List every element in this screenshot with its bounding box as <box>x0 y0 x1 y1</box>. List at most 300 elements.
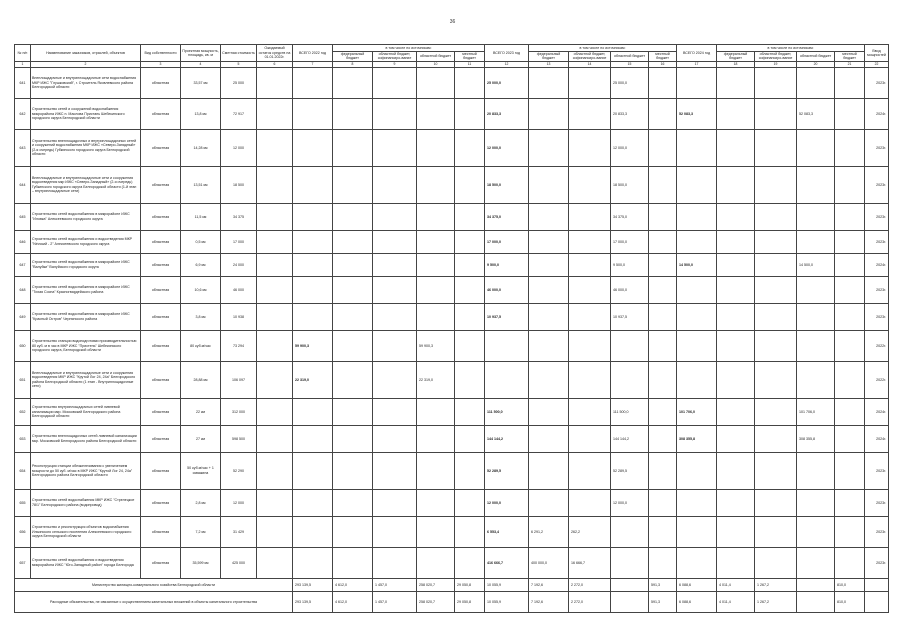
amount-cell <box>257 276 293 303</box>
row-number-cell: 647 <box>15 253 31 276</box>
amount-cell: 52 083,3 <box>677 98 717 129</box>
totals-amount-cell: 6 088,6 <box>677 591 717 612</box>
amount-cell <box>755 489 797 516</box>
commissioning-year-cell: 2023г. <box>865 129 889 166</box>
cost-cell: 17 000 <box>221 230 257 253</box>
amount-cell <box>835 398 865 425</box>
amount-cell: 101 706,0 <box>677 398 717 425</box>
column-number: 3 <box>141 61 181 67</box>
amount-cell <box>417 253 455 276</box>
commissioning-year-cell: 2023г. <box>865 230 889 253</box>
amount-cell <box>373 452 417 489</box>
header-capacity: Проектная мощность, площадь, кв. м <box>181 45 221 62</box>
cost-cell: 598 500 <box>221 425 257 452</box>
row-number-cell: 643 <box>15 129 31 166</box>
totals-row <box>15 578 889 591</box>
amount-cell <box>835 452 865 489</box>
amount-cell <box>417 303 455 330</box>
amount-cell <box>455 230 485 253</box>
header-total-2024: ВСЕГО 2024 год <box>677 45 717 62</box>
amount-cell <box>333 129 373 166</box>
table-row <box>15 253 889 276</box>
amount-cell <box>417 203 455 230</box>
amount-cell <box>755 98 797 129</box>
header-name: Наименование заказчиков, отраслей, объектов <box>31 45 141 62</box>
amount-cell <box>257 166 293 203</box>
amount-cell <box>455 129 485 166</box>
amount-cell <box>373 230 417 253</box>
amount-cell: 10 937,5 <box>611 303 649 330</box>
cost-cell: 10 938 <box>221 303 257 330</box>
header-cost: Сметная стоимость <box>221 45 257 62</box>
amount-cell <box>755 166 797 203</box>
amount-cell <box>835 253 865 276</box>
amount-cell <box>649 547 677 578</box>
amount-cell: 12 000,0 <box>611 489 649 516</box>
capacity-cell: 22 км <box>181 398 221 425</box>
amount-cell <box>569 129 611 166</box>
amount-cell <box>293 129 333 166</box>
amount-cell <box>755 452 797 489</box>
amount-cell <box>677 67 717 98</box>
cost-cell: 12 000 <box>221 489 257 516</box>
table-row <box>15 67 889 98</box>
amount-cell <box>755 330 797 361</box>
amount-cell <box>611 330 649 361</box>
object-name-cell: Внеплощадочные и внутриплощадочные сети и сооружения водоотведения мкр ИЖС «Северо-Западный» (2-я очередь) Губкинского городского округа Белгородской области (1-й этап – внутриплощадочные сети) <box>31 166 141 203</box>
column-number: 16 <box>649 61 677 67</box>
amount-cell <box>373 98 417 129</box>
amount-cell <box>569 203 611 230</box>
amount-cell <box>485 330 529 361</box>
capacity-cell: 10,6 км <box>181 276 221 303</box>
column-number: 5 <box>221 61 257 67</box>
row-number-cell: 654 <box>15 452 31 489</box>
amount-cell <box>677 230 717 253</box>
object-name-cell: Строительство внеплощадочных сетей ливневой канализации мкр. Московский Белгородского района Белгородской области <box>31 425 141 452</box>
ownership-cell: областная <box>141 547 181 578</box>
amount-cell: 18 500,0 <box>611 166 649 203</box>
amount-cell: 262,2 <box>569 516 611 547</box>
amount-cell <box>755 253 797 276</box>
amount-cell <box>333 98 373 129</box>
amount-cell <box>835 166 865 203</box>
table-row <box>15 166 889 203</box>
amount-cell <box>529 230 569 253</box>
cost-cell: 72 917 <box>221 98 257 129</box>
row-number-cell: 645 <box>15 203 31 230</box>
cost-cell: 18 500 <box>221 166 257 203</box>
amount-cell <box>373 489 417 516</box>
amount-cell <box>455 166 485 203</box>
amount-cell <box>333 230 373 253</box>
totals-amount-cell: 2 272,0 <box>569 578 611 591</box>
column-number: 12 <box>485 61 529 67</box>
column-number: 6 <box>257 61 293 67</box>
cost-cell: 24 000 <box>221 253 257 276</box>
header-remainder: Ожидаемый остаток средств на 01.01.2022г. <box>257 45 293 62</box>
column-number: 2 <box>31 61 141 67</box>
row-number-cell: 649 <box>15 303 31 330</box>
amount-cell <box>373 166 417 203</box>
totals-amount-cell <box>611 578 649 591</box>
amount-cell <box>569 489 611 516</box>
amount-cell: 59 900,3 <box>417 330 455 361</box>
totals-commissioning-cell <box>865 591 889 612</box>
amount-cell <box>755 361 797 398</box>
capacity-cell: 50 куб.м/час + 1 скважина <box>181 452 221 489</box>
header-federal-2022: федеральный бюджет <box>333 52 373 62</box>
commissioning-year-cell: 2023г. <box>865 516 889 547</box>
amount-cell <box>755 276 797 303</box>
amount-cell <box>417 452 455 489</box>
amount-cell <box>529 129 569 166</box>
amount-cell <box>569 452 611 489</box>
amount-cell: 18 500,0 <box>485 166 529 203</box>
amount-cell <box>373 203 417 230</box>
ownership-cell: областная <box>141 452 181 489</box>
amount-cell: 111 500,0 <box>611 398 649 425</box>
capacity-cell: 2,8 км <box>181 489 221 516</box>
amount-cell <box>755 67 797 98</box>
amount-cell <box>835 547 865 578</box>
commissioning-year-cell: 2022г. <box>865 330 889 361</box>
amount-cell: 12 000,0 <box>485 489 529 516</box>
amount-cell <box>333 452 373 489</box>
amount-cell <box>293 489 333 516</box>
column-number: 13 <box>529 61 569 67</box>
amount-cell <box>797 67 835 98</box>
cost-cell: 52 290 <box>221 452 257 489</box>
amount-cell <box>755 303 797 330</box>
header-ownership: Вид собственности <box>141 45 181 62</box>
row-number-cell: 644 <box>15 166 31 203</box>
amount-cell: 52 289,5 <box>485 452 529 489</box>
amount-cell <box>373 516 417 547</box>
amount-cell: 46 000,0 <box>485 276 529 303</box>
header-local-2023: местный бюджет <box>649 52 677 62</box>
amount-cell <box>257 98 293 129</box>
amount-cell <box>333 516 373 547</box>
amount-cell: 9 500,0 <box>485 253 529 276</box>
amount-cell: 20 833,3 <box>485 98 529 129</box>
amount-cell <box>455 67 485 98</box>
table-row <box>15 425 889 452</box>
capacity-cell: 14,28 км <box>181 129 221 166</box>
amount-cell: 308 355,8 <box>797 425 835 452</box>
amount-cell <box>293 276 333 303</box>
cost-cell: 312 000 <box>221 398 257 425</box>
table-row <box>15 203 889 230</box>
ownership-cell: областная <box>141 425 181 452</box>
totals-amount-cell: 293 139,5 <box>293 578 333 591</box>
ownership-cell: областная <box>141 276 181 303</box>
amount-cell <box>455 489 485 516</box>
investment-program-table <box>14 44 889 613</box>
amount-cell <box>717 452 755 489</box>
amount-cell <box>257 547 293 578</box>
commissioning-year-cell: 2023г. <box>865 547 889 578</box>
amount-cell <box>835 230 865 253</box>
amount-cell <box>717 67 755 98</box>
amount-cell <box>417 398 455 425</box>
amount-cell: 16 666,7 <box>569 547 611 578</box>
ownership-cell: областная <box>141 398 181 425</box>
amount-cell <box>333 330 373 361</box>
capacity-cell: 28,88 км <box>181 361 221 398</box>
amount-cell <box>835 303 865 330</box>
totals-amount-cell: 591,3 <box>649 591 677 612</box>
amount-cell: 25 000,0 <box>485 67 529 98</box>
amount-cell <box>529 203 569 230</box>
amount-cell: 144 144,2 <box>611 425 649 452</box>
amount-cell <box>417 230 455 253</box>
column-number: 11 <box>455 61 485 67</box>
amount-cell <box>677 330 717 361</box>
header-regional-2024: областной бюджет <box>797 52 835 62</box>
capacity-cell: 13,8 км <box>181 98 221 129</box>
amount-cell <box>455 425 485 452</box>
amount-cell <box>293 303 333 330</box>
amount-cell <box>797 547 835 578</box>
amount-cell: 6 553,4 <box>485 516 529 547</box>
amount-cell <box>649 129 677 166</box>
amount-cell <box>717 203 755 230</box>
amount-cell <box>373 303 417 330</box>
amount-cell <box>257 330 293 361</box>
amount-cell <box>835 330 865 361</box>
object-name-cell: Строительство сетей и сооружений водоснабжения микрорайона ИЖС п. Маслова Пристань Шебекинского городского округа Белгородской области <box>31 98 141 129</box>
object-name-cell: Строительство сетей водоснабжения и водоотведения МКР "Névский - 2" Алексеевского городского округа <box>31 230 141 253</box>
header-regional-cofin-2022: областной бюджет, софинансиро-вание <box>373 52 417 62</box>
amount-cell: 9 500,0 <box>611 253 649 276</box>
amount-cell <box>755 129 797 166</box>
amount-cell <box>677 276 717 303</box>
amount-cell <box>649 452 677 489</box>
amount-cell <box>717 230 755 253</box>
capacity-cell: 27 км <box>181 425 221 452</box>
amount-cell: 400 000,0 <box>529 547 569 578</box>
commissioning-year-cell: 2023г. <box>865 303 889 330</box>
table-row <box>15 398 889 425</box>
amount-cell <box>455 452 485 489</box>
amount-cell <box>835 276 865 303</box>
header-commissioning: Ввод мощностей <box>865 45 889 62</box>
table-row <box>15 129 889 166</box>
amount-cell <box>529 67 569 98</box>
commissioning-year-cell: 2023г. <box>865 452 889 489</box>
amount-cell <box>717 547 755 578</box>
totals-amount-cell: 810,0 <box>835 578 865 591</box>
table-row <box>15 98 889 129</box>
amount-cell <box>797 489 835 516</box>
amount-cell <box>835 203 865 230</box>
object-name-cell: Строительство сетей водоснабжения в микрорайоне ИЖС "Тихая Сосна" Красногвардейского района <box>31 276 141 303</box>
amount-cell <box>455 361 485 398</box>
amount-cell: 144 144,2 <box>485 425 529 452</box>
cost-cell: 31 429 <box>221 516 257 547</box>
row-number-cell: 651 <box>15 361 31 398</box>
amount-cell <box>569 276 611 303</box>
amount-cell <box>529 303 569 330</box>
amount-cell <box>717 166 755 203</box>
amount-cell: 59 900,3 <box>293 330 333 361</box>
totals-amount-cell: 29 050,8 <box>455 578 485 591</box>
amount-cell <box>293 253 333 276</box>
commissioning-year-cell: 2024г. <box>865 253 889 276</box>
commissioning-year-cell: 2024г. <box>865 398 889 425</box>
amount-cell <box>649 516 677 547</box>
ownership-cell: областная <box>141 230 181 253</box>
amount-cell <box>649 253 677 276</box>
amount-cell <box>717 129 755 166</box>
commissioning-year-cell: 2023г. <box>865 67 889 98</box>
header-sources-2022: в том числе по источникам: <box>333 45 485 52</box>
amount-cell: 20 833,3 <box>611 98 649 129</box>
table-row <box>15 547 889 578</box>
amount-cell <box>797 129 835 166</box>
row-number-cell: 656 <box>15 516 31 547</box>
amount-cell <box>293 398 333 425</box>
amount-cell <box>417 547 455 578</box>
totals-amount-cell: 1 267,2 <box>755 591 797 612</box>
cost-cell: 12 000 <box>221 129 257 166</box>
amount-cell <box>569 253 611 276</box>
amount-cell <box>797 230 835 253</box>
column-number: 18 <box>717 61 755 67</box>
totals-amount-cell <box>611 591 649 612</box>
amount-cell <box>677 303 717 330</box>
amount-cell <box>417 67 455 98</box>
amount-cell <box>649 166 677 203</box>
column-number: 10 <box>417 61 455 67</box>
amount-cell <box>755 203 797 230</box>
amount-cell <box>649 489 677 516</box>
amount-cell <box>611 516 649 547</box>
capacity-cell: 0,5 км <box>181 230 221 253</box>
amount-cell <box>797 452 835 489</box>
amount-cell <box>569 398 611 425</box>
commissioning-year-cell: 2023г. <box>865 203 889 230</box>
amount-cell <box>333 361 373 398</box>
row-number-cell: 652 <box>15 398 31 425</box>
amount-cell <box>677 166 717 203</box>
amount-cell <box>611 547 649 578</box>
ownership-cell: областная <box>141 129 181 166</box>
header-sources-2024: в том числе по источникам: <box>717 45 865 52</box>
page-number: 36 <box>449 19 456 25</box>
amount-cell: 308 355,8 <box>677 425 717 452</box>
amount-cell: 46 000,0 <box>611 276 649 303</box>
amount-cell <box>677 547 717 578</box>
row-number-cell: 646 <box>15 230 31 253</box>
header-total-2023: ВСЕГО 2023 год <box>485 45 529 62</box>
amount-cell <box>417 166 455 203</box>
amount-cell: 12 000,0 <box>611 129 649 166</box>
amount-cell <box>529 276 569 303</box>
amount-cell <box>529 253 569 276</box>
amount-cell <box>569 166 611 203</box>
table-header <box>15 45 889 68</box>
object-name-cell: Строительство и реконструкция объектов водоснабжения Ильинского сельского поселения Алексеевского городского округа Белгородской области <box>31 516 141 547</box>
amount-cell <box>455 516 485 547</box>
object-name-cell: Строительство сетей водоснабжения и водоотведения микрорайона ИЖС "Юго-Западный район" города Белгорода <box>31 547 141 578</box>
totals-amount-cell: 2 272,0 <box>569 591 611 612</box>
amount-cell <box>373 547 417 578</box>
object-name-cell: Строительство станции водоподготовки производительностью 80 куб. м в час в МКР ИЖС "Пристень" Шебекинского городского округа, Белгородской области <box>31 330 141 361</box>
ownership-cell: областная <box>141 489 181 516</box>
amount-cell <box>755 516 797 547</box>
amount-cell <box>257 361 293 398</box>
amount-cell <box>835 129 865 166</box>
commissioning-year-cell: 2022г. <box>865 361 889 398</box>
cost-cell: 106 097 <box>221 361 257 398</box>
amount-cell: 6 291,2 <box>529 516 569 547</box>
amount-cell <box>649 203 677 230</box>
amount-cell <box>797 166 835 203</box>
amount-cell <box>717 398 755 425</box>
amount-cell <box>417 425 455 452</box>
amount-cell <box>373 276 417 303</box>
totals-row <box>15 591 889 612</box>
row-number-cell: 648 <box>15 276 31 303</box>
amount-cell <box>649 330 677 361</box>
amount-cell <box>835 67 865 98</box>
amount-cell: 25 000,0 <box>611 67 649 98</box>
ownership-cell: областная <box>141 203 181 230</box>
table-row <box>15 276 889 303</box>
amount-cell <box>333 166 373 203</box>
capacity-cell: 6,9 км <box>181 253 221 276</box>
amount-cell <box>257 303 293 330</box>
amount-cell <box>417 129 455 166</box>
amount-cell <box>373 129 417 166</box>
capacity-cell: 33,57 км <box>181 67 221 98</box>
totals-label-cell: Министерство жилищно-коммунального хозяйства Белгородской области <box>15 578 293 591</box>
amount-cell <box>569 230 611 253</box>
header-regional-cofin-2023: областной бюджет, софинансиро-вание <box>569 52 611 62</box>
capacity-cell: 13,51 км <box>181 166 221 203</box>
row-number-cell: 653 <box>15 425 31 452</box>
amount-cell <box>835 516 865 547</box>
column-number: 9 <box>373 61 417 67</box>
amount-cell <box>529 489 569 516</box>
amount-cell <box>797 203 835 230</box>
totals-amount-cell: 1 457,0 <box>373 591 417 612</box>
header-federal-2024: федеральный бюджет <box>717 52 755 62</box>
amount-cell <box>755 230 797 253</box>
row-number-cell: 650 <box>15 330 31 361</box>
amount-cell <box>333 276 373 303</box>
object-name-cell: Реконструкция станции обезжелезивания с увеличением мощности до 50 куб. м/час в МКР ИЖС "Крутой Лог 24, 24а" Белгородского района Белгородской области <box>31 452 141 489</box>
amount-cell <box>293 230 333 253</box>
totals-amount-cell: 7 192,6 <box>529 578 569 591</box>
amount-cell <box>529 361 569 398</box>
amount-cell <box>293 166 333 203</box>
amount-cell <box>569 361 611 398</box>
totals-commissioning-cell <box>865 578 889 591</box>
object-name-cell: Строительство сетей водоснабжения в микрорайоне ИЖС "Валуйки" Валуйского городского округа <box>31 253 141 276</box>
header-regional-cofin-2024: областной бюджет, софинансиро-вание <box>755 52 797 62</box>
table-row <box>15 452 889 489</box>
ownership-cell: областная <box>141 516 181 547</box>
ownership-cell: областная <box>141 166 181 203</box>
amount-cell <box>569 67 611 98</box>
column-number: 17 <box>677 61 717 67</box>
amount-cell <box>677 129 717 166</box>
amount-cell <box>293 98 333 129</box>
amount-cell <box>373 253 417 276</box>
